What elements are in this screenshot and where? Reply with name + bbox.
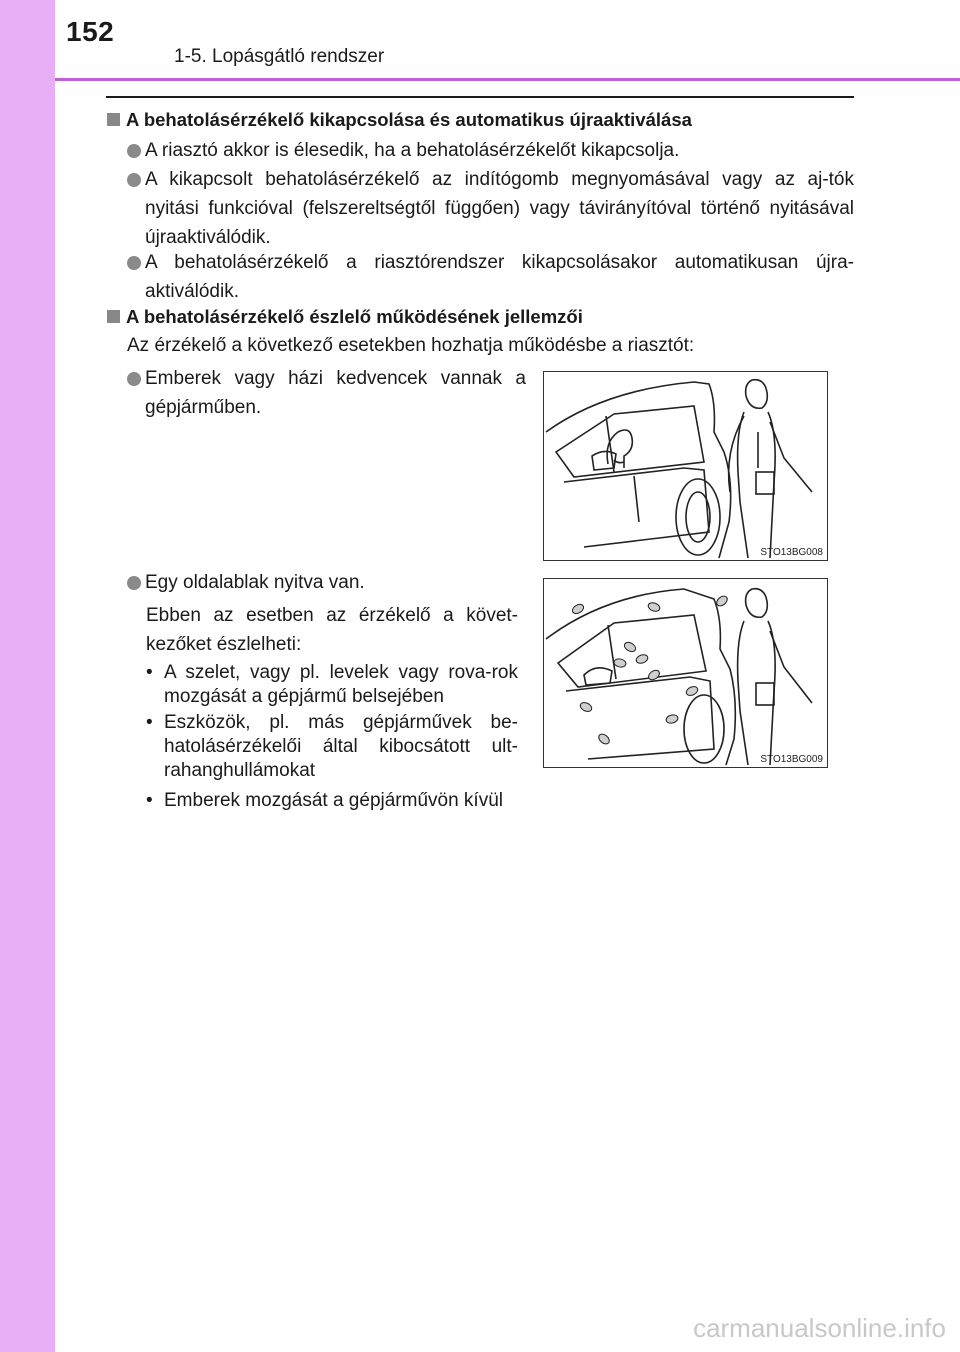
section1-heading: A behatolásérzékelő kikapcsolása és automatikus újraaktiválása — [107, 108, 692, 132]
round-bullet-icon — [127, 144, 141, 158]
case2-bullet: Egy oldalablak nyitva van. — [127, 568, 526, 597]
section-title: 1-5. Lopásgátló rendszer — [174, 46, 385, 67]
round-bullet-icon — [127, 576, 141, 590]
square-bullet-icon — [107, 310, 120, 323]
figure-code: STO13BG008 — [760, 547, 823, 558]
section2-heading: A behatolásérzékelő észlelő működésének jellemzői — [107, 305, 583, 329]
section-divider — [106, 96, 854, 98]
case2-sub-bullet-1: • A szelet, vagy pl. levelek vagy rova-rok mozgását a gépjármű belsejében — [146, 662, 518, 707]
page-number: 152 — [66, 16, 115, 47]
pet-in-car-illustration — [544, 372, 827, 560]
figure-code: STO13BG009 — [760, 754, 823, 765]
round-bullet-icon — [127, 256, 141, 270]
case2-sub-bullet-3: • Emberek mozgását a gépjárművön kívül — [146, 790, 503, 811]
figure-pet-in-car — [543, 371, 828, 561]
round-bullet-icon — [127, 372, 141, 386]
dot-bullet-icon: • — [146, 712, 153, 733]
open-window-illustration — [544, 579, 827, 767]
section1-bullet-1: A riasztó akkor is élesedik, ha a behatolásérzékelőt kikapcsolja. — [127, 136, 854, 165]
dot-bullet-icon: • — [146, 662, 153, 683]
round-bullet-icon — [127, 173, 141, 187]
chapter-tab-band — [0, 0, 55, 1352]
watermark: carmanualsonline.info — [693, 1313, 946, 1343]
section1-bullet-2: A kikapcsolt behatolásérzékelő az indítógomb megnyomásával vagy az aj-tók nyitási funkcióval (felszereltségtől függően) vagy távirányítóval történő nyitásával újraaktiválódik. — [127, 165, 854, 252]
square-bullet-icon — [107, 113, 120, 126]
case1-bullet: Emberek vagy házi kedvencek vannak a gépjárműben. — [127, 364, 526, 422]
case2-subtext: Ebben az esetben az érzékelő a követ-kezőket észlelheti: — [146, 605, 518, 655]
case2-sub-bullet-2: • Eszközök, pl. más gépjárművek be-hatolásérzékelői által kibocsátott ult-rahanghullámokat — [146, 712, 518, 781]
header-divider — [55, 78, 960, 81]
dot-bullet-icon: • — [146, 790, 153, 811]
section1-bullet-3: A behatolásérzékelő a riasztórendszer kikapcsolásakor automatikusan újra-aktiválódik. — [127, 248, 854, 306]
section2-intro: Az érzékelő a következő esetekben hozhatja működésbe a riasztót: — [127, 335, 695, 356]
figure-open-window — [543, 578, 828, 768]
